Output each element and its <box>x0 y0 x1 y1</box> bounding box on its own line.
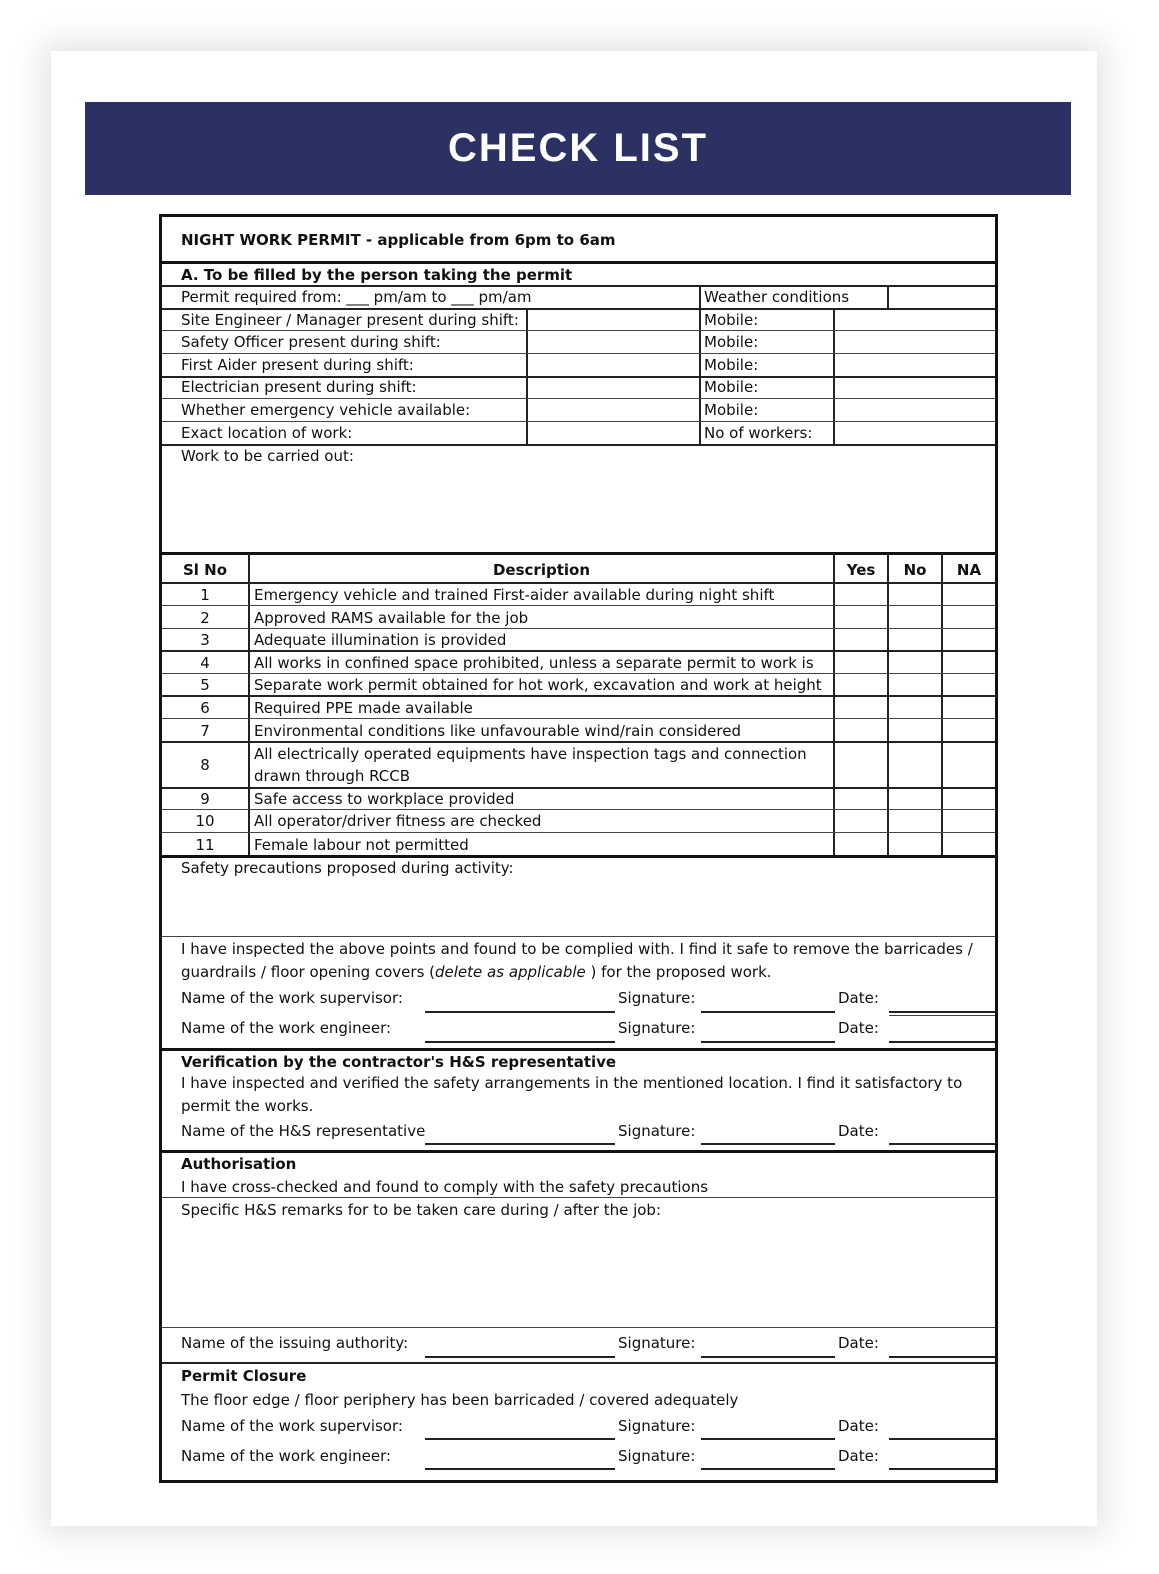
mobile-fields[interactable] <box>835 310 995 444</box>
row-description: All works in confined space prohibited, unless a separate permit to work is <box>254 654 814 672</box>
row-sl: 7 <box>200 722 210 740</box>
signature-label: Signature: <box>618 1334 696 1352</box>
location-label: Exact location of work: <box>181 424 353 442</box>
closure-supervisor-label: Name of the work supervisor: <box>181 1417 403 1435</box>
closure-engineer-label: Name of the work engineer: <box>181 1447 392 1465</box>
hs-rep-date-field[interactable] <box>889 1143 995 1145</box>
document-page <box>51 51 1097 1526</box>
safety-precautions-label: Safety precautions proposed during activity: <box>181 859 514 877</box>
closure-engineer-name-field[interactable] <box>425 1468 615 1470</box>
row-sl: 6 <box>200 699 210 717</box>
row-sl: 4 <box>200 654 210 672</box>
signature-label: Signature: <box>618 989 696 1007</box>
weather-label: Weather conditions <box>704 288 850 306</box>
inspection-statement-cont: guardrails / floor opening covers (delete as applicable ) for the proposed work. <box>181 963 772 981</box>
site-engineer-label: Site Engineer / Manager present during shift: <box>181 311 519 329</box>
closure-engineer-signature-field[interactable] <box>701 1468 835 1470</box>
row-description: Separate work permit obtained for hot work, excavation and work at height <box>254 676 822 694</box>
col-sl-no: Sl No <box>182 561 228 579</box>
row-description: All electrically operated equipments have inspection tags and connection <box>254 745 807 763</box>
issuing-authority-date-field[interactable] <box>889 1356 995 1358</box>
page-title: CHECK LIST <box>448 126 708 170</box>
row-sl: 9 <box>200 790 210 808</box>
closure-supervisor-signature-field[interactable] <box>701 1438 835 1440</box>
hs-rep-signature-field[interactable] <box>701 1143 835 1145</box>
header-banner <box>85 102 1071 195</box>
hs-rep-name-field[interactable] <box>425 1143 615 1145</box>
mobile-label: Mobile: <box>704 311 759 329</box>
mobile-label: Mobile: <box>704 356 759 374</box>
weather-field[interactable] <box>889 287 995 307</box>
safety-officer-label: Safety Officer present during shift: <box>181 333 441 351</box>
col-yes: Yes <box>846 561 876 579</box>
inspection-statement: I have inspected the above points and found to be complied with. I find it safe to remove the barricades / <box>181 940 973 958</box>
date-label: Date: <box>838 1334 879 1352</box>
na-checkbox-column[interactable] <box>943 584 995 854</box>
date-label: Date: <box>838 1122 879 1140</box>
closure-supervisor-date-field[interactable] <box>889 1438 995 1440</box>
engineer-name-field[interactable] <box>425 1041 615 1043</box>
row-sl: 5 <box>200 676 210 694</box>
emergency-vehicle-label: Whether emergency vehicle available: <box>181 401 471 419</box>
hs-rep-name-label: Name of the H&S representative <box>181 1122 426 1140</box>
section-a-heading: A. To be filled by the person taking the permit <box>181 266 573 284</box>
signature-label: Signature: <box>618 1447 696 1465</box>
remarks-field[interactable] <box>164 1221 993 1325</box>
no-checkbox-column[interactable] <box>889 584 941 854</box>
issuing-authority-label: Name of the issuing authority: <box>181 1334 409 1352</box>
verification-statement: I have inspected and verified the safety arrangements in the mentioned location. I find it satisfactory to <box>181 1074 963 1092</box>
closure-heading: Permit Closure <box>181 1367 307 1385</box>
date-label: Date: <box>838 1447 879 1465</box>
mobile-label: Mobile: <box>704 378 759 396</box>
row-description: Approved RAMS available for the job <box>254 609 529 627</box>
night-work-permit-form <box>159 214 998 1483</box>
row-sl: 8 <box>200 756 210 774</box>
issuing-authority-signature-field[interactable] <box>701 1356 835 1358</box>
supervisor-date-field[interactable] <box>889 1011 995 1013</box>
signature-label: Signature: <box>618 1019 696 1037</box>
engineer-date-field[interactable] <box>889 1041 995 1043</box>
safety-precautions-field[interactable] <box>164 879 993 935</box>
workers-label: No of workers: <box>704 424 813 442</box>
date-label: Date: <box>838 1417 879 1435</box>
mobile-label: Mobile: <box>704 333 759 351</box>
issuing-authority-name-field[interactable] <box>425 1356 615 1358</box>
work-carried-out-field[interactable] <box>164 467 993 551</box>
row-description: All operator/driver fitness are checked <box>254 812 542 830</box>
row-sl: 3 <box>200 631 210 649</box>
supervisor-name-field[interactable] <box>425 1011 615 1013</box>
row-description: Required PPE made available <box>254 699 473 717</box>
col-na: NA <box>956 561 982 579</box>
remarks-label: Specific H&S remarks for to be taken care during / after the job: <box>181 1201 661 1219</box>
authorisation-heading: Authorisation <box>181 1155 297 1173</box>
row-description: Environmental conditions like unfavourable wind/rain considered <box>254 722 741 740</box>
authorisation-statement: I have cross-checked and found to comply with the safety precautions <box>181 1178 709 1196</box>
signature-label: Signature: <box>618 1417 696 1435</box>
date-label: Date: <box>838 989 879 1007</box>
row-sl: 10 <box>195 812 215 830</box>
row-sl: 11 <box>195 836 215 854</box>
verification-heading: Verification by the contractor's H&S representative <box>181 1053 617 1071</box>
row-sl: 1 <box>200 586 210 604</box>
row-sl: 2 <box>200 609 210 627</box>
form-title: NIGHT WORK PERMIT - applicable from 6pm to 6am <box>181 231 616 249</box>
row-description: Adequate illumination is provided <box>254 631 507 649</box>
closure-statement: The floor edge / floor periphery has been barricaded / covered adequately <box>181 1391 739 1409</box>
row-description: Female labour not permitted <box>254 836 469 854</box>
signature-label: Signature: <box>618 1122 696 1140</box>
personnel-name-fields[interactable] <box>528 310 698 444</box>
engineer-name-label: Name of the work engineer: <box>181 1019 392 1037</box>
col-description: Description <box>492 561 591 579</box>
first-aider-label: First Aider present during shift: <box>181 356 414 374</box>
row-description-cont: drawn through RCCB <box>254 767 411 785</box>
supervisor-signature-field[interactable] <box>701 1011 835 1013</box>
supervisor-name-label: Name of the work supervisor: <box>181 989 403 1007</box>
verification-statement-cont: permit the works. <box>181 1097 314 1115</box>
work-carried-out-label: Work to be carried out: <box>181 447 354 465</box>
col-no: No <box>903 561 927 579</box>
electrician-label: Electrician present during shift: <box>181 378 417 396</box>
yes-checkbox-column[interactable] <box>835 584 887 854</box>
closure-supervisor-name-field[interactable] <box>425 1438 615 1440</box>
row-description: Safe access to workplace provided <box>254 790 515 808</box>
date-label: Date: <box>838 1019 879 1037</box>
engineer-signature-field[interactable] <box>701 1041 835 1043</box>
row-description: Emergency vehicle and trained First-aider available during night shift <box>254 586 775 604</box>
permit-required-label: Permit required from: ___ pm/am to ___ pm/am <box>181 288 532 306</box>
closure-engineer-date-field[interactable] <box>889 1468 995 1470</box>
mobile-label: Mobile: <box>704 401 759 419</box>
